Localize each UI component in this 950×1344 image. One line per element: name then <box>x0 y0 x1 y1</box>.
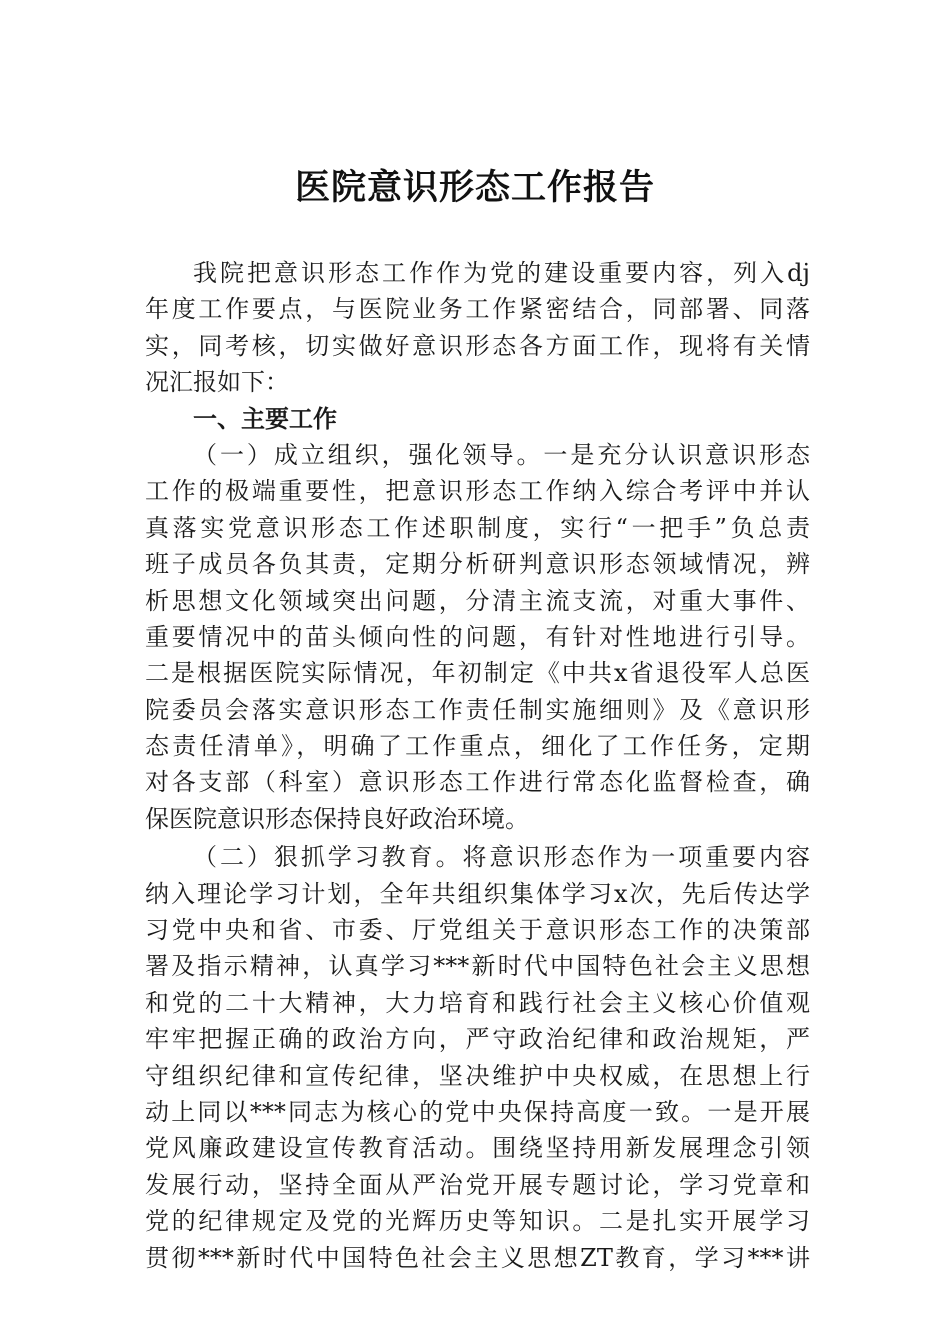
text-line: 习党中央和省、市委、厅党组关于意识形态工作的决策部 <box>145 916 810 945</box>
paragraph-study <box>145 839 810 1276</box>
section-heading <box>145 401 810 437</box>
text-line: 实，同考核，切实做好意识形态各方面工作，现将有关情 <box>145 331 810 360</box>
text-line: （二）狠抓学习教育。将意识形态作为一项重要内容 <box>193 843 810 872</box>
text-line: 保医院意识形态保持良好政治环境。 <box>145 804 529 833</box>
text-line: 二是根据医院实际情况，年初制定《中共x省退役军人总医 <box>145 659 810 688</box>
text-line: 重要情况中的苗头倾向性的问题，有针对性地进行引导。 <box>145 622 810 651</box>
text-line: 和党的二十大精神，大力培育和践行社会主义核心价值观 <box>145 988 810 1017</box>
heading-line: 一、主要工作 <box>193 403 337 433</box>
paragraph-organization <box>145 437 810 837</box>
text-line: 署及指示精神，认真学习***新时代中国特色社会主义思想 <box>145 952 810 981</box>
text-line: 守组织纪律和宣传纪律，坚决维护中央权威，在思想上行 <box>145 1061 810 1090</box>
paragraph-intro <box>145 255 810 401</box>
text-line: 发展行动，坚持全面从严治党开展专题讨论，学习党章和 <box>145 1170 810 1199</box>
text-line: 况汇报如下： <box>145 368 289 397</box>
text-line: 党风廉政建设宣传教育活动。围绕坚持用新发展理念引领 <box>145 1134 810 1163</box>
text-line: 真落实党意识形态工作述职制度，实行“一把手”负总责 <box>145 513 810 542</box>
text-line: 析思想文化领域突出问题，分清主流支流，对重大事件、 <box>145 586 810 615</box>
text-line: 工作的极端重要性，把意识形态工作纳入综合考评中并认 <box>145 477 810 506</box>
text-line: （一）成立组织，强化领导。一是充分认识意识形态 <box>193 440 810 469</box>
text-line: 班子成员各负其责，定期分析研判意识形态领域情况，辨 <box>145 550 810 579</box>
text-line: 对各支部（科室）意识形态工作进行常态化监督检查，确 <box>145 768 810 797</box>
text-line: 党的纪律规定及党的光辉历史等知识。二是扎实开展学习 <box>145 1207 810 1236</box>
text-line: 动上同以***同志为核心的党中央保持高度一致。一是开展 <box>145 1097 810 1126</box>
document-body <box>145 255 810 1276</box>
text-line: 态责任清单》，明确了工作重点，细化了工作任务，定期 <box>145 732 810 761</box>
text-line: 贯彻***新时代中国特色社会主义思想ZT教育，学习***讲 <box>145 1243 810 1272</box>
text-line: 我院把意识形态工作作为党的建设重要内容，列入dj <box>193 259 810 287</box>
document-title: 医院意识形态工作报告 <box>294 167 655 208</box>
text-line: 院委员会落实意识形态工作责任制实施细则》及《意识形 <box>145 695 810 724</box>
text-line: 牢牢把握正确的政治方向，严守政治纪律和政治规矩，严 <box>145 1025 810 1054</box>
text-line: 年度工作要点，与医院业务工作紧密结合，同部署、同落 <box>145 295 810 324</box>
text-line: 纳入理论学习计划，全年共组织集体学习x次，先后传达学 <box>145 879 810 908</box>
